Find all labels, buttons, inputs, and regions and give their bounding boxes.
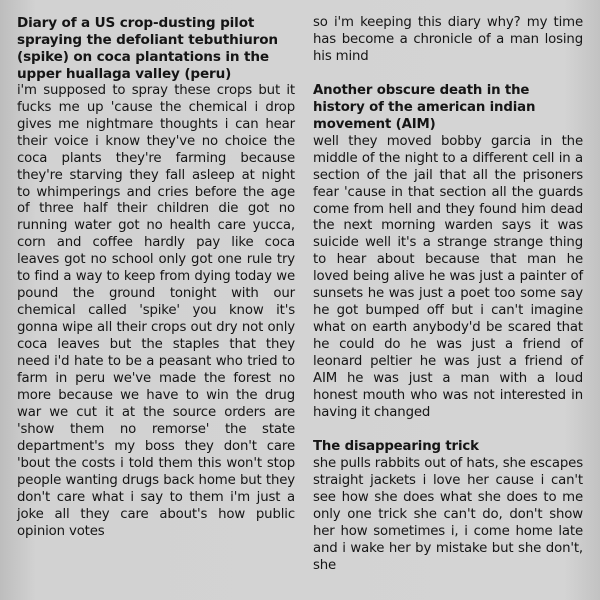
aim-section-body: well they moved bobby garcia in the middle of the night to a different cell in a section of the jail that all the prisoners fear 'cause in that section all the guards come from hell and they found him dead the next morning warden says it was suicide well it's a strange strange thing to hear about because that man he loved being alive he was just a painter of sunsets he was just a poet too some say he got bumped off but i can't imagine what on earth anybody'd be scared that he could do he was just a friend of leonard peltier he was just a friend of AIM he was just a man with a loud honest mouth who was not interested in having it changed: [313, 133, 583, 420]
diary-continuation: so i'm keeping this diary why? my time has become a chronicle of a man losing his mind: [313, 15, 583, 64]
disappearing-trick-body: she pulls rabbits out of hats, she escapes straight jackets i love her cause i can't see how she does what she does to me only one trick she can't do, don't show her how sometimes i, i come home late and i wake her by mistake but she don't, she: [313, 455, 583, 573]
section-spacer: [313, 66, 583, 83]
diary-body: i'm supposed to spray these crops but it fucks me up 'cause the chemical i drop gives me nightmare thoughts i can hear their voice i know they've no choice the coca plants they're farming because they're starving they fall asleep at night to whimperings and cries before the age of three half their children die got no running water got no health care yucca, corn and coffee hardly pay like coca leaves got no school only got one rule try to find a way to keep from dying today we pound the ground tonight with our chemical called 'spike' you know it's gonna wipe all their crops out dry not only coca leaves but the staples that they need i'd hate to be a peasant who tried to farm in peru we've made the forest no more because we have to win the drug war we cut it at the source orders are 'show them no remorse' the state department's my boss they don't care 'bout the costs i told them this won't stop people wanting drugs back home but they don't care what i say to them i'm just a joke all they care about's how public opinion votes: [17, 82, 295, 539]
right-column: [313, 15, 583, 575]
disappearing-trick-title: The disappearing trick: [313, 438, 479, 454]
diary-title: Diary of a US crop-dusting pilot spraying the defoliant tebuthiuron (spike) on coca plantations in the upper huallaga valley (peru): [17, 15, 278, 82]
aim-section-title: Another obscure death in the history of the american indian movement (AIM): [313, 82, 536, 132]
section-spacer: [313, 422, 583, 439]
left-column: [17, 15, 295, 541]
